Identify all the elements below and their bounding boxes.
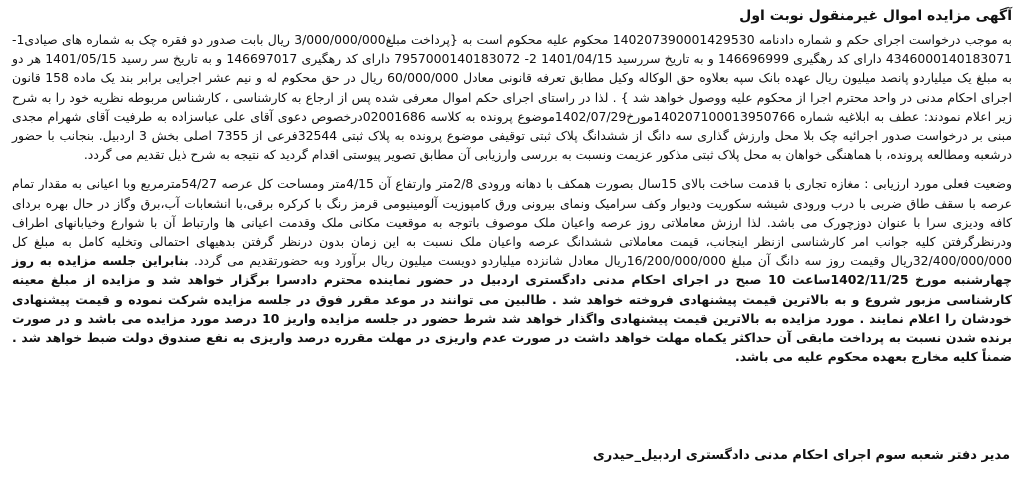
notice-title: آگهی مزایده اموال غیرمنقول نوبت اول: [739, 8, 1012, 24]
notice-paragraph-valuation: [12, 174, 1012, 366]
valuation-text: وضعیت فعلی مورد ارزیابی : مغازه تجاری با قدمت ساخت بالای 15سال بصورت همکف با دهانه ورودی 2/8متر وارتفاع آن 4/15متر ومساحت کل عرصه 54/27مترمربع وبا اعیانی به مقدار تمام عرصه با سقف طاق ضربی با درب ورودی شیشه سکوریت ودیوار وکف سرامیک ونمای بیرونی ورق کامپوزیت آلومینیومی قرمز رنگ با کرکره برقی،با انشعابات آب،برق وگاز در حال بهره بردای کافه ودیزی سرا با عنوان دوزچورک می باشد. لذا ارزش معاملاتی روز عرصه واعیان ملک موصوف باتوجه به موقعیت مکانی ملک وقدمت اعیانی ها وارتباط آن با شوارع وخیابانهای اطراف ودرنظرگرفتن کلیه جوانب امر کارشناسی ازنظر اینجانب، قیمت معاملاتی ششدانگ عرصه واعیان ملک نسبت به این زمان بدون درنظر گرفتن بدهیهای احتمالی وتخلیه کامل به مبلغ کل 32/400/000/000ریال وقیمت روز سه دانگ آن مبلغ 16/200/000/000ریال معادل شانزده میلیاردو دویست میلیون ریال برآورد وبه حضورتقدیم می گردد.: [12, 176, 1012, 269]
notice-signature: مدیر دفتر شعبه سوم اجرای احکام مدنی دادگستری اردبیل_حیدری: [592, 448, 1010, 463]
notice-paragraph-case-details: به موجب درخواست اجرای حکم و شماره دادنامه 140207390001429530 محکوم علیه محکوم است به {پرداخت مبلغ3/000/000/000 ریال بابت صدور دو فقره چک به شماره های صیادی1-4346000140183071 دارای کد رهگیری 146696999 و به تاریخ سررسید 1401/04/15 2- 7957000140183072 دارای کد رهگیری 146697017 و به تاریخ سر رسید 1401/05/15 هر دو به مبلغ یک میلیاردو پانصد میلیون ریال عهده بانک سپه بعلاوه حق الوکاله وکیل مطابق تعرفه قانونی معادل 60/000/000 ریال در حق محکوم له و نیم عشر اجرایی برابر بند یک ماده 158 قانون اجرای احکام مدنی در واحد محترم اجرا از محکوم علیه ووصول خواهد شد } . لذا در راستای اجرای حکم اموال معرفی شده پس از ارجاع به کارشناسی ، کارشناس مربوطه نظریه خود را به شرح زیر اعلام نمودند: عطف به ابلاغیه شماره 140207100013950766مورخ1402/07/29موضوع پرونده به کلاسه 02001686درخصوص دعوی آقای علی عباسزاده به طرفیت آقای شهرام مجدی مبنی بر درخواست صدور اجرائیه چک بلا محل وارزش گذاری سه دانگ از ششدانگ پلاک ثبتی توقیفی موضوع پرونده به پلاک ثبتی 32544فرعی از 7355 اصلی بخش 3 اردبیل. بنجانب با حضور درشعبه ومطالعه پرونده، با هماهنگی خواهان به محل پلاک ثبتی مذکور عزیمت ونسبت به بررسی وارزیابی آن مطابق تصویر پیوستی اقدام گردید که نتیجه به شرح ذیل تقدیم می گردد.: [12, 32, 1012, 163]
auction-terms-text: بنابراین جلسه مزایده به روز چهارشنبه مورخ 1402/11/25ساعت 10 صبح در اجرای احکام مدنی دادگستری اردبیل در حضور نماینده محترم دادسرا برگزار خواهد شد و مزایده از مبلغ معینه کارشناسی مزبور شروع و به بالاترین قیمت پیشنهادی فروخته خواهد شد . طالبین می توانند در موعد مقرر فوق در جلسه مزایده شرکت نموده و قیمت پیشنهادی خودشان را اعلام نمایند . مورد مزایده به بالاترین قیمت پیشنهادی واگذار خواهد شد شرط حضور در جلسه مزایده واریز 10 درصد مورد مزایده می باشد و در صورت برنده شدن نسبت به پرداخت مابقی آن حداکثر یکماه مهلت خواهد داشت در صورت عدم واریزی در مهلت مقرره درصد واریزی به نفع صندوق دولت ضبط خواهد شد . ضمناً کلیه مخارج بعهده محکوم علیه می باشد.: [12, 253, 1013, 365]
